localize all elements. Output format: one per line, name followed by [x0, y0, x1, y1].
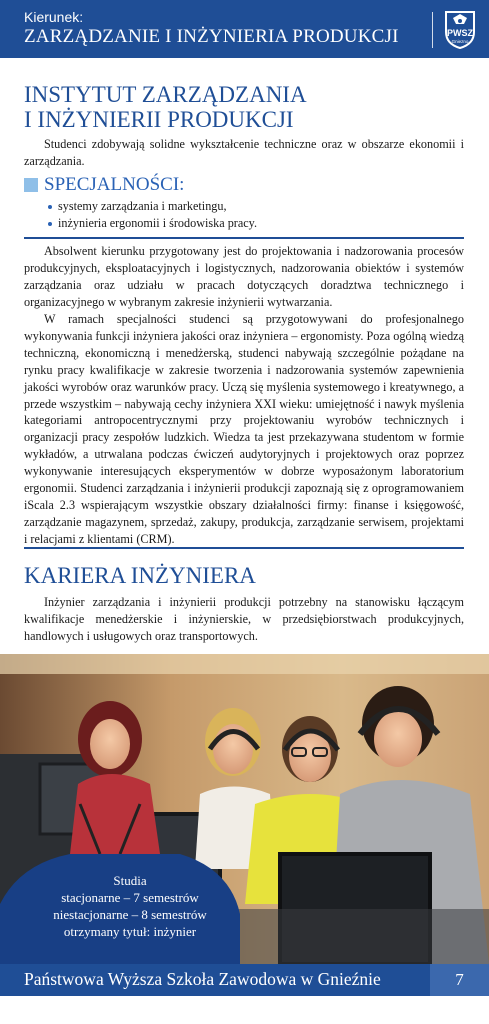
career-title: KARIERA INŻYNIERA: [24, 563, 256, 588]
specialization-text: W ramach specjalności studenci są przygotowywani do profesjonalnego wykonywania funkcji inżyniera jakości oraz inżyniera – ergonomisty. Poza ogólną wiedzą techniczną, ekonomiczną i menedżerską, studenci nabywają szczególnie pożądane na rynku pracy kwalifikacje w zakresie tworzenia i nadzorowania systemów zapewnienia jakości wyrobów oraz warunków pracy. Uczą się myślenia systemowego i kreatywnego, a przede wszystkim – nabywają cechy inżyniera XXI wieku: umiejętność i nawyk myślenia kategoriami antropocentrycznymi przy projektowaniu wyrobów technicznych i organizacji pracy zespołów ludzkich. Wiedza ta jest przekazywana studentom w formie wykładów, a utrwalana podczas ćwiczeń audytoryjnych i projektowych oraz poprzez wykonywanie interesujących eksperymentów w dobrze wyposażonym laboratorium ergonomii. Studenci zarządzania i inżynierii produkcji zapoznają się z oprogramowaniem iScala 2.3 wspierającym wszystkie obszary działalności firmy: finanse i księgowość, zarządzanie magazynem, sprzedaż, zakupy, produkcja, zarządzanie serwisem, projektami i relacjami z klientami (CRM).: [24, 312, 464, 546]
school-name: Państwowa Wyższa Szkoła Zawodowa w Gnieźnie: [24, 969, 381, 989]
intro-paragraph: [24, 136, 464, 170]
study-fulltime: stacjonarne – 7 semestrów: [61, 890, 199, 905]
logo-subtext: Gniezno: [451, 39, 469, 44]
pwsz-logo-icon: [440, 8, 480, 50]
institute-title-line1: INSTYTUT ZARZĄDZANIA: [24, 82, 307, 107]
graduate-text: Absolwent kierunku przygotowany jest do projektowania i nadzorowania procesów produkcyjnych, eksploatacyjnych i logistycznych, nadzorowania obiektów i systemów zarządzania oraz udziału w pracach dotyczących doradztwa technicznego i organizacyjnego w wybranym zakresie inżynierii wytwarzania.: [24, 244, 464, 309]
heading-square-icon: [24, 178, 38, 192]
section-divider: [24, 547, 464, 549]
header-bar: [0, 0, 489, 58]
specializations-list: [48, 198, 257, 232]
intro-text: Studenci zdobywają solidne wykształcenie techniczne oraz w obszarze ekonomii i zarządzania.: [24, 137, 464, 168]
footer-bar: [0, 964, 489, 996]
specializations-title: SPECJALNOŚCI:: [44, 174, 185, 195]
specialization-paragraph: [24, 311, 464, 548]
list-item: systemy zarządzania i marketingu,: [48, 198, 257, 215]
list-item: inżynieria ergonomii i środowiska pracy.: [48, 215, 257, 232]
institute-title-line2: I INŻYNIERII PRODUKCJI: [24, 107, 294, 132]
institute-title: [24, 82, 464, 132]
header-divider: [432, 12, 433, 48]
study-parttime: niestacjonarne – 8 semestrów: [53, 907, 207, 922]
study-info-box: [22, 872, 238, 940]
study-degree: otrzymany tytuł: inżynier: [63, 924, 197, 939]
specializations-heading: [24, 175, 184, 195]
career-paragraph: [24, 594, 464, 645]
page-number: 7: [430, 964, 489, 996]
study-heading: Studia: [113, 873, 147, 888]
graduate-paragraph: [24, 243, 464, 311]
program-name: ZARZĄDZANIE I INŻYNIERIA PRODUKCJI: [24, 26, 399, 47]
header-label: Kierunek:: [24, 9, 84, 25]
logo-text: PWSZ: [447, 28, 473, 38]
section-divider: [24, 237, 464, 239]
career-text: Inżynier zarządzania i inżynierii produkcji potrzebny na stanowisku łączącym kwalifikacje menedżerskie i inżynierskie, w przedsiębiorstwach produkcyjnych, handlowych i usługowych oraz transportowych.: [24, 595, 464, 643]
